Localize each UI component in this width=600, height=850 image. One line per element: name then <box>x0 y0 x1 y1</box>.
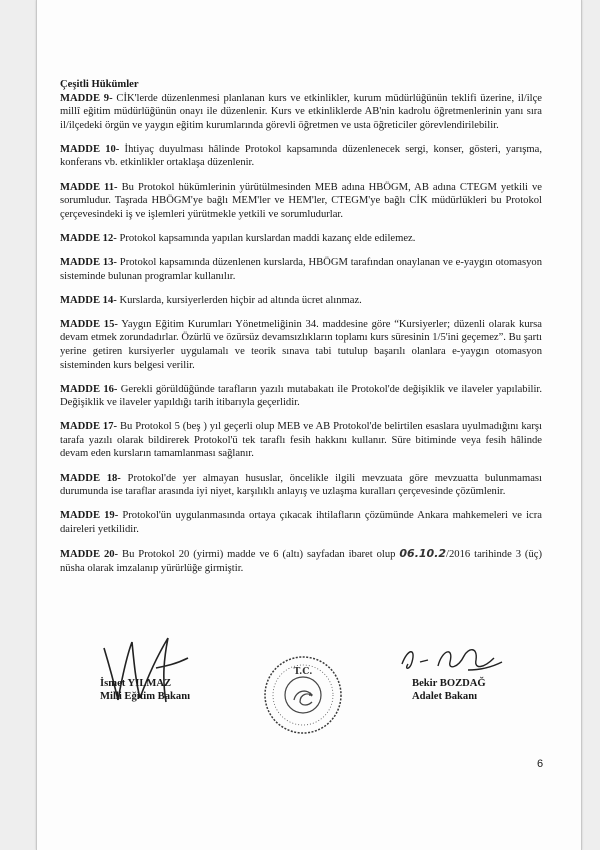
handwritten-date: 06.10.2 <box>399 546 447 560</box>
article-text: İhtiyaç duyulması hâlinde Protokol kapsamında düzenlenecek sergi, konser, gösteri, yarışma, konferans vb. etkinlikler ortaklaşa düzenlenir. <box>60 143 542 169</box>
article-paragraph <box>60 143 542 170</box>
article-20 <box>60 547 542 575</box>
article-text: Yaygın Eğitim Kurumları Yönetmeliğinin 34. maddesine göre “Kursiyerler; düzenli olarak kursa devam etmek zorundadırlar. Özürlü ve özürsüz devamsızlıkların toplamı kurs süresinin 1/5'ini geçemez”. Bu şartı yerine getiren kursiyerler uygulamalı ve teorik sınava tabi tutulup başarılı olanlara e-yaygın otomasyon sisteminden kurs belgesi verilir. <box>60 318 542 371</box>
signatory-name: İsmet YILMAZ <box>100 678 172 689</box>
article-number: MADDE 20- <box>60 548 119 560</box>
article-text: Gerekli görüldüğünde tarafların yazılı mutabakatı ile Protokol'de değişiklik ve ilaveler yapılabilir. Değişiklik ve ilaveler yapıldığı tarih itibarıyla geçerlidir. <box>60 383 542 409</box>
signatory-right <box>412 677 486 703</box>
article-text: Kurslarda, kursiyerlerden hiçbir ad altında ücret alınmaz. <box>119 294 362 306</box>
article-paragraph <box>60 181 542 222</box>
signatory-title: Adalet Bakanı <box>412 691 478 702</box>
article-paragraph <box>60 232 542 246</box>
article-number: MADDE 17- <box>60 421 118 433</box>
article-number: MADDE 11- <box>60 181 118 193</box>
article-text: Protokol kapsamında düzenlenen kurslarda, HBÖGM tarafından onaylanan ve e-yaygın otomasyon sisteminde bulunan programlar kullanılır. <box>60 256 542 282</box>
article-number: MADDE 19- <box>60 510 119 522</box>
date-year: /2016 <box>446 548 471 560</box>
article-number: MADDE 10- <box>60 143 120 155</box>
article-number: MADDE 14- <box>60 294 117 306</box>
article-text: Bu Protokol 5 (beş ) yıl geçerli olup MEB ve AB Protokol'de belirtilen esaslara uyulmadığını karşı tarafa yazılı olarak bildirerek Protokol'ü tek taraflı fesih hakkını kullanır. Süre bitiminde veya fesih hâlinde devam eden kursların tamamlanması sağlanır. <box>60 421 542 460</box>
official-seal <box>262 654 344 736</box>
article-number: MADDE 15- <box>60 318 118 330</box>
article-paragraph <box>60 294 542 308</box>
section-title: Çeşitli Hükümler <box>60 79 139 90</box>
article-number: MADDE 9- <box>60 92 113 104</box>
article-text: Protokol'ün uygulanmasında ortaya çıkacak ihtilafların çözümünde Ankara mahkemeleri ve icra daireleri yetkilidir. <box>60 510 542 535</box>
article-paragraph <box>60 383 542 410</box>
article-paragraph <box>60 420 542 461</box>
articles-list <box>60 92 542 537</box>
article-paragraph <box>60 318 542 372</box>
article-paragraph <box>60 92 542 133</box>
article-text: CİK'lerde düzenlenmesi planlanan kurs ve etkinlikler, kurum müdürlüğünün teklifi üzerine, il/ilçe millî eğitim müdürlüğünün onayı ile düzenlenir. Kurs ve etkinliklerde AB'nin kadrolu öğretmenlerinin yanı sıra il/ilçedeki örgün ve yaygın eğitim kurumlarında görevli öğretmen ve usta öğreticiler görevlendirilebilir. <box>60 92 542 131</box>
article-text: Bu Protokol hükümlerinin yürütülmesinden MEB adına HBÖGM, AB adına CTEGM yetkili ve sorumludur. Taşrada HBÖGM'ye bağlı MEM'ler ve HEM'ler, CTEGM'ye bağlı CİK müdürlükleri bu Protokol çerçevesindeki iş ve işlemleri yürütmekle yetkili ve sorumludurlar. <box>60 181 542 220</box>
signatory-left <box>100 677 190 703</box>
signature-right <box>398 640 508 680</box>
article-paragraph <box>60 509 542 536</box>
signatory-name: Bekir BOZDAĞ <box>412 678 486 689</box>
article-text-end: tarihinde 3 (üç) nüsha olarak imzalanıp yürürlüğe girmiştir. <box>60 548 542 574</box>
article-text: Protokol kapsamında yapılan kurslardan maddi kazanç elde edilemez. <box>119 232 416 244</box>
article-number: MADDE 18- <box>60 472 121 484</box>
article-text: Bu Protokol 20 (yirmi) madde ve 6 (altı) sayfadan ibaret olup <box>122 548 396 560</box>
article-text: Protokol'de yer almayan hususlar, öncelikle ilgili mevzuata göre mevzuatta bulunmaması durumunda ise taraflar arasında iyi niyet, karşılıklı anlayış ve uzlaşma kuralları çerçevesinde çözümlenir. <box>60 472 542 498</box>
article-paragraph <box>60 256 542 283</box>
article-paragraph <box>60 472 542 499</box>
signatory-title: Milli Eğitim Bakanı <box>100 691 191 702</box>
seal-text: T.C. <box>293 667 313 677</box>
article-number: MADDE 16- <box>60 383 118 395</box>
article-number: MADDE 13- <box>60 256 117 268</box>
page-number: 6 <box>537 758 544 770</box>
article-number: MADDE 12- <box>60 232 117 244</box>
document-body <box>60 78 542 586</box>
